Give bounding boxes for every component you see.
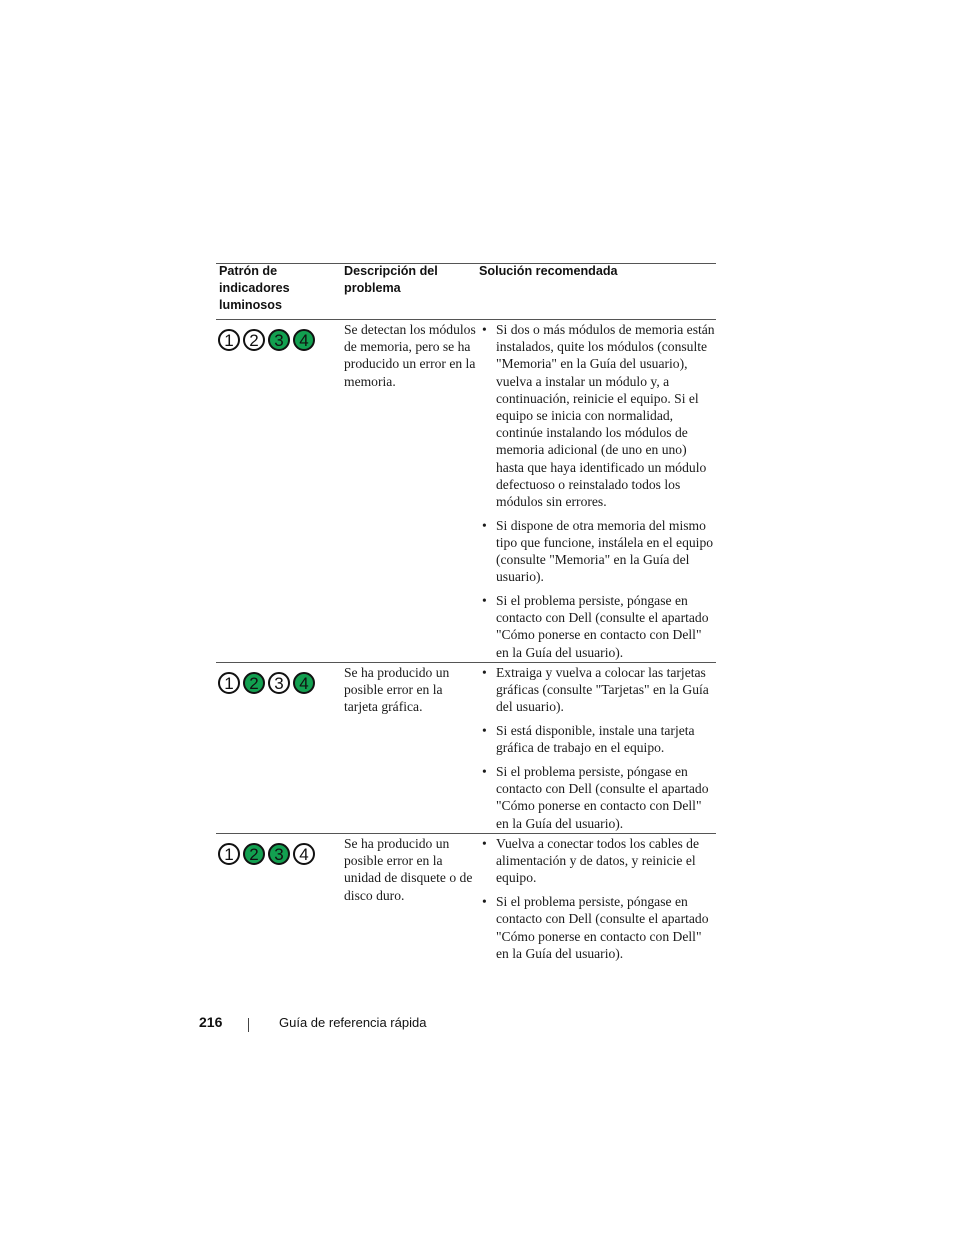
diagnostic-light-4: 4 bbox=[293, 672, 315, 694]
light-pattern bbox=[218, 329, 315, 351]
solution-list bbox=[480, 321, 716, 667]
header-description: Descripción del problema bbox=[344, 264, 438, 295]
problem-description: Se detectan los módulos de memoria, pero se ha producido un error en la memoria. bbox=[344, 322, 476, 389]
diagnostic-light-3: 3 bbox=[268, 672, 290, 694]
header-solution: Solución recomendada bbox=[479, 264, 618, 278]
diagnostic-light-3: 3 bbox=[268, 843, 290, 865]
diagnostic-light-4: 4 bbox=[293, 329, 315, 351]
light-pattern bbox=[218, 843, 315, 865]
diagnostic-light-1: 1 bbox=[218, 329, 240, 351]
footer-title: Guía de referencia rápida bbox=[279, 1015, 427, 1030]
solution-list bbox=[480, 835, 716, 968]
footer-separator bbox=[248, 1018, 249, 1032]
solution-item: • Si dos o más módulos de memoria están instalados, quite los módulos (consulte "Memoria" en la Guía del usuario), vuelva a instalar un módulo y, a continuación, reinicie el equipo. Si el equipo se inicia con normalidad, continúe instalando los módulos de memoria adicional (de uno en uno) hasta que haya identificado un módulo defectuoso o reinstalado todos los módulos sin errores. bbox=[482, 322, 715, 510]
diagnostic-light-4: 4 bbox=[293, 843, 315, 865]
problem-description: Se ha producido un posible error en la tarjeta gráfica. bbox=[344, 665, 450, 715]
solution-list bbox=[480, 664, 716, 838]
header-pattern: Patrón de indicadores luminosos bbox=[219, 264, 290, 312]
solution-item: • Extraiga y vuelva a colocar las tarjetas gráficas (consulte "Tarjetas" en la Guía del usuario). bbox=[482, 665, 709, 715]
light-pattern bbox=[218, 672, 315, 694]
row-rule bbox=[216, 662, 716, 663]
solution-item: • Si está disponible, instale una tarjeta gráfica de trabajo en el equipo. bbox=[482, 723, 695, 756]
solution-item: • Si dispone de otra memoria del mismo tipo que funcione, instálela en el equipo (consulte "Memoria" en la Guía del usuario). bbox=[482, 517, 714, 585]
diagnostic-light-1: 1 bbox=[218, 672, 240, 694]
solution-item: • Si el problema persiste, póngase en contacto con Dell (consulte el apartado "Cómo ponerse en contacto con Dell" en la Guía del usuario). bbox=[482, 593, 709, 660]
diagnostic-light-2: 2 bbox=[243, 329, 265, 351]
header-bottom-rule bbox=[216, 319, 716, 320]
solution-item: • Vuelva a conectar todos los cables de alimentación y de datos, y reinicie el equipo. bbox=[482, 836, 700, 886]
solution-item: • Si el problema persiste, póngase en contacto con Dell (consulte el apartado "Cómo ponerse en contacto con Dell" en la Guía del usuario). bbox=[482, 894, 709, 961]
problem-description: Se ha producido un posible error en la unidad de disquete o de disco duro. bbox=[344, 836, 473, 903]
solution-item: • Si el problema persiste, póngase en contacto con Dell (consulte el apartado "Cómo ponerse en contacto con Dell" en la Guía del usuario). bbox=[482, 764, 709, 831]
row-rule bbox=[216, 833, 716, 834]
diagnostic-light-3: 3 bbox=[268, 329, 290, 351]
diagnostic-light-1: 1 bbox=[218, 843, 240, 865]
page-number: 216 bbox=[199, 1014, 223, 1030]
diagnostic-light-2: 2 bbox=[243, 843, 265, 865]
diagnostic-light-2: 2 bbox=[243, 672, 265, 694]
